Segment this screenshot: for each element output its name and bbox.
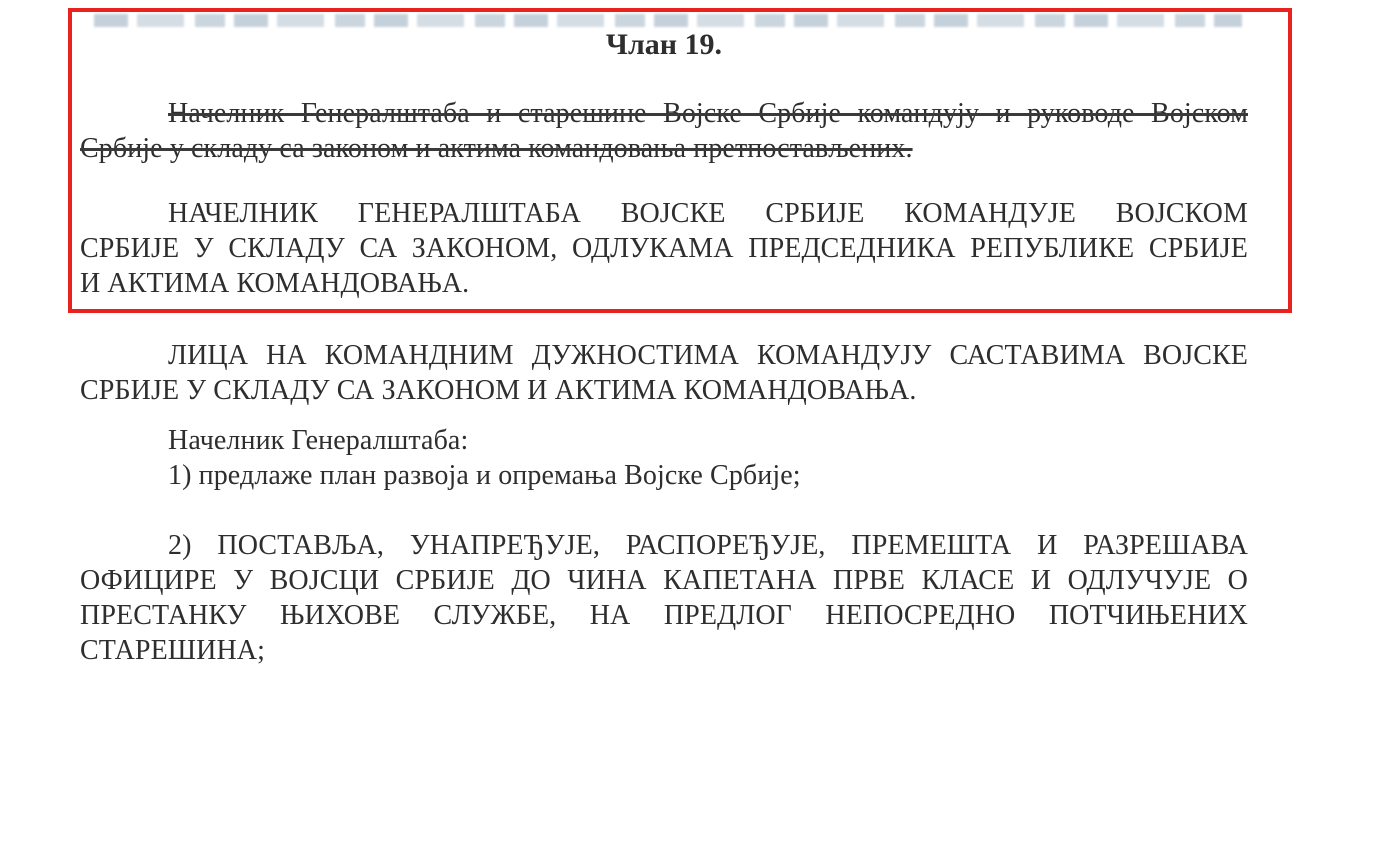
list-item-2-line: 2) ПОСТАВЉА, УНАПРЕЂУЈЕ, РАСПОРЕЂУЈЕ, ПРЕМЕШТА И РАЗРЕШАВА [168,530,1248,561]
deleted-paragraph-line: Србије у складу са законом и актима командовања претпостављених. [80,133,913,164]
inserted-paragraph-line: И АКТИМА КОМАНДОВАЊА. [80,268,470,299]
deleted-paragraph [80,96,1248,166]
list-item-2-line: ОФИЦИРЕ У ВОЈСЦИ СРБИЈЕ ДО ЧИНА КАПЕТАНА ПРВЕ КЛАСЕ И ОДЛУЧУЈЕ О [80,565,1248,596]
command-duties-line: СРБИЈЕ У СКЛАДУ СА ЗАКОНОМ И АКТИМА КОМАНДОВАЊА. [80,375,917,406]
red-annotation-box [68,8,1292,313]
inserted-paragraph-line: СРБИЈЕ У СКЛАДУ СА ЗАКОНОМ, ОДЛУКАМА ПРЕДСЕДНИКА РЕПУБЛИКЕ СРБИЈЕ [80,233,1248,264]
deleted-paragraph-line: Начелник Генералштаба и старешине Војске Србије командују и руководе Војском [168,98,1248,129]
list-item-2-line: СТАРЕШИНА; [80,635,265,666]
inserted-paragraph-line: НАЧЕЛНИК ГЕНЕРАЛШТАБА ВОЈСКЕ СРБИЈЕ КОМАНДУЈЕ ВОЈСКОМ [168,198,1248,229]
faded-text-artifact [94,14,1242,27]
command-duties-line: ЛИЦА НА КОМАНДНИМ ДУЖНОСТИМА КОМАНДУЈУ САСТАВИМА ВОЈСКЕ [168,340,1248,371]
list-intro: Начелник Генералштаба: [168,425,469,456]
list-item-2 [80,528,1248,668]
list-item-1: 1) предлаже план развоја и опремања Војске Србије; [168,460,801,491]
inserted-paragraph [80,196,1248,301]
command-duties-paragraph [80,338,1248,408]
highlighted-region [72,14,1288,310]
list-item-2-line: ПРЕСТАНКУ ЊИХОВЕ СЛУЖБЕ, НА ПРЕДЛОГ НЕПОСРЕДНО ПОТЧИЊЕНИХ [80,600,1248,631]
document-body [80,313,1248,668]
article-title: Члан 19. [605,28,723,61]
